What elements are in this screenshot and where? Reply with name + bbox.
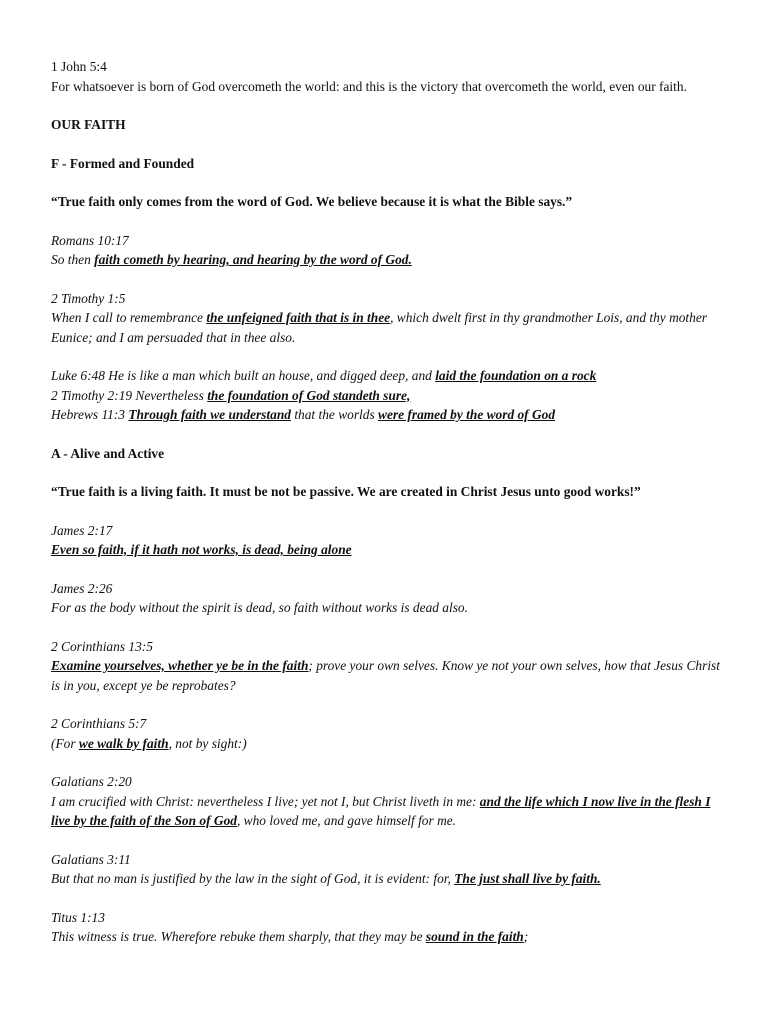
verse-reference: 2 Corinthians 13:5: [51, 638, 153, 654]
verse-emphasis: the unfeigned faith that is in thee: [206, 310, 391, 325]
verse-emphasis: sound in the faith: [425, 929, 524, 944]
verse-emphasis: laid the foundation on a rock: [435, 368, 597, 383]
verse-text-plain: , who loved me, and gave himself for me.: [236, 813, 457, 828]
verse-emphasis: the foundation of God standeth sure,: [207, 387, 411, 403]
verse-text-plain: But that no man is justified by the law in the sight of God, it is evident: for,: [51, 871, 455, 886]
verse-text: For whatsoever is born of God overcometh the world: and this is the victory that overcometh the world, even our faith.: [51, 78, 687, 94]
verse-text-plain: This witness is true. Wherefore rebuke them sharply, that they may be: [51, 929, 426, 944]
verse-reference: Galatians 3:11: [51, 851, 131, 867]
verse-group-foundation: [51, 366, 728, 425]
verse-luke-6-48: [51, 366, 728, 386]
verse-text: [51, 734, 728, 754]
verse-titus-1-13: [51, 908, 728, 947]
verse-emphasis: and the life which I now live in the flesh I live by the faith of the Son of God: [51, 793, 711, 828]
verse-reference: Galatians 2:20: [51, 774, 132, 789]
verse-text: For as the body without the spirit is dead, so faith without works is dead also.: [51, 600, 468, 615]
verse-james-2-26: [51, 579, 728, 618]
section-heading-a: A - Alive and Active: [51, 445, 165, 461]
verse-emphasis: faith cometh by hearing, and hearing by the word of God.: [94, 252, 412, 267]
verse-text-plain: that the worlds: [290, 407, 379, 422]
verse-galatians-2-20: [51, 772, 728, 831]
verse-romans-10-17: [51, 231, 728, 270]
verse-reference: 2 Timothy 1:5: [51, 290, 126, 306]
verse-text-plain: Hebrews 11:3: [51, 407, 129, 422]
verse-text-plain: , which dwelt first in thy grandmother Lois, and thy mother Eunice; and I am persuaded that in thee also.: [51, 310, 708, 345]
verse-text: [51, 792, 728, 831]
verse-galatians-3-11: [51, 850, 728, 889]
verse-text: [51, 308, 728, 347]
verse-emphasis: Even so faith, if it hath not works, is dead, being alone: [51, 542, 352, 557]
section-quote-f: “True faith only comes from the word of God. We believe because it is what the Bible says.”: [51, 194, 573, 209]
verse-emphasis: Through faith we understand: [128, 407, 291, 422]
verse-2-corinthians-13-5: [51, 637, 728, 696]
verse-text-plain: When I call to remembrance: [51, 310, 207, 325]
verse-2-timothy-1-5: [51, 289, 728, 348]
verse-emphasis: Examine yourselves, whether ye be in the faith: [51, 658, 309, 673]
verse-emphasis: were framed by the word of God: [378, 407, 556, 422]
verse-text-plain: ; prove your own selves. Know ye not your own selves, how that Jesus Christ is in you, except ye be reprobates?: [51, 658, 720, 693]
verse-text-plain: ;: [523, 929, 529, 944]
verse-text-plain: I am crucified with Christ: nevertheless I live; yet not I, but Christ liveth in me:: [51, 793, 480, 809]
section-quote-a: “True faith is a living faith. It must be not be passive. We are created in Christ Jesus unto good works!”: [51, 484, 641, 499]
verse-reference: Romans 10:17: [51, 232, 129, 248]
verse-text-plain: , not by sight:): [168, 735, 247, 751]
verse-reference: James 2:26: [51, 580, 113, 596]
verse-text-plain: 2 Timothy 2:19 Nevertheless: [51, 387, 208, 403]
verse-2-timothy-2-19: [51, 386, 728, 406]
verse-text: [51, 869, 728, 889]
verse-text: [51, 927, 728, 947]
intro-verse: [51, 57, 728, 96]
verse-emphasis: The just shall live by faith.: [454, 871, 601, 886]
verse-james-2-17: [51, 521, 728, 560]
document-title: OUR FAITH: [51, 117, 126, 132]
verse-emphasis: we walk by faith: [78, 735, 169, 751]
verse-text-plain: Luke 6:48 He is like a man which built an house, and digged deep, and: [51, 368, 436, 383]
verse-reference: 2 Corinthians 5:7: [51, 716, 147, 731]
verse-text-plain: (For: [51, 735, 79, 751]
verse-text: [51, 656, 728, 695]
section-heading-f: F - Formed and Founded: [51, 155, 195, 171]
verse-text-plain: So then: [51, 252, 95, 267]
verse-hebrews-11-3: [51, 405, 728, 425]
verse-reference: 1 John 5:4: [51, 59, 107, 74]
verse-reference: James 2:17: [51, 522, 113, 538]
verse-reference: Titus 1:13: [51, 909, 105, 925]
verse-2-corinthians-5-7: [51, 714, 728, 753]
verse-text: [51, 250, 728, 270]
